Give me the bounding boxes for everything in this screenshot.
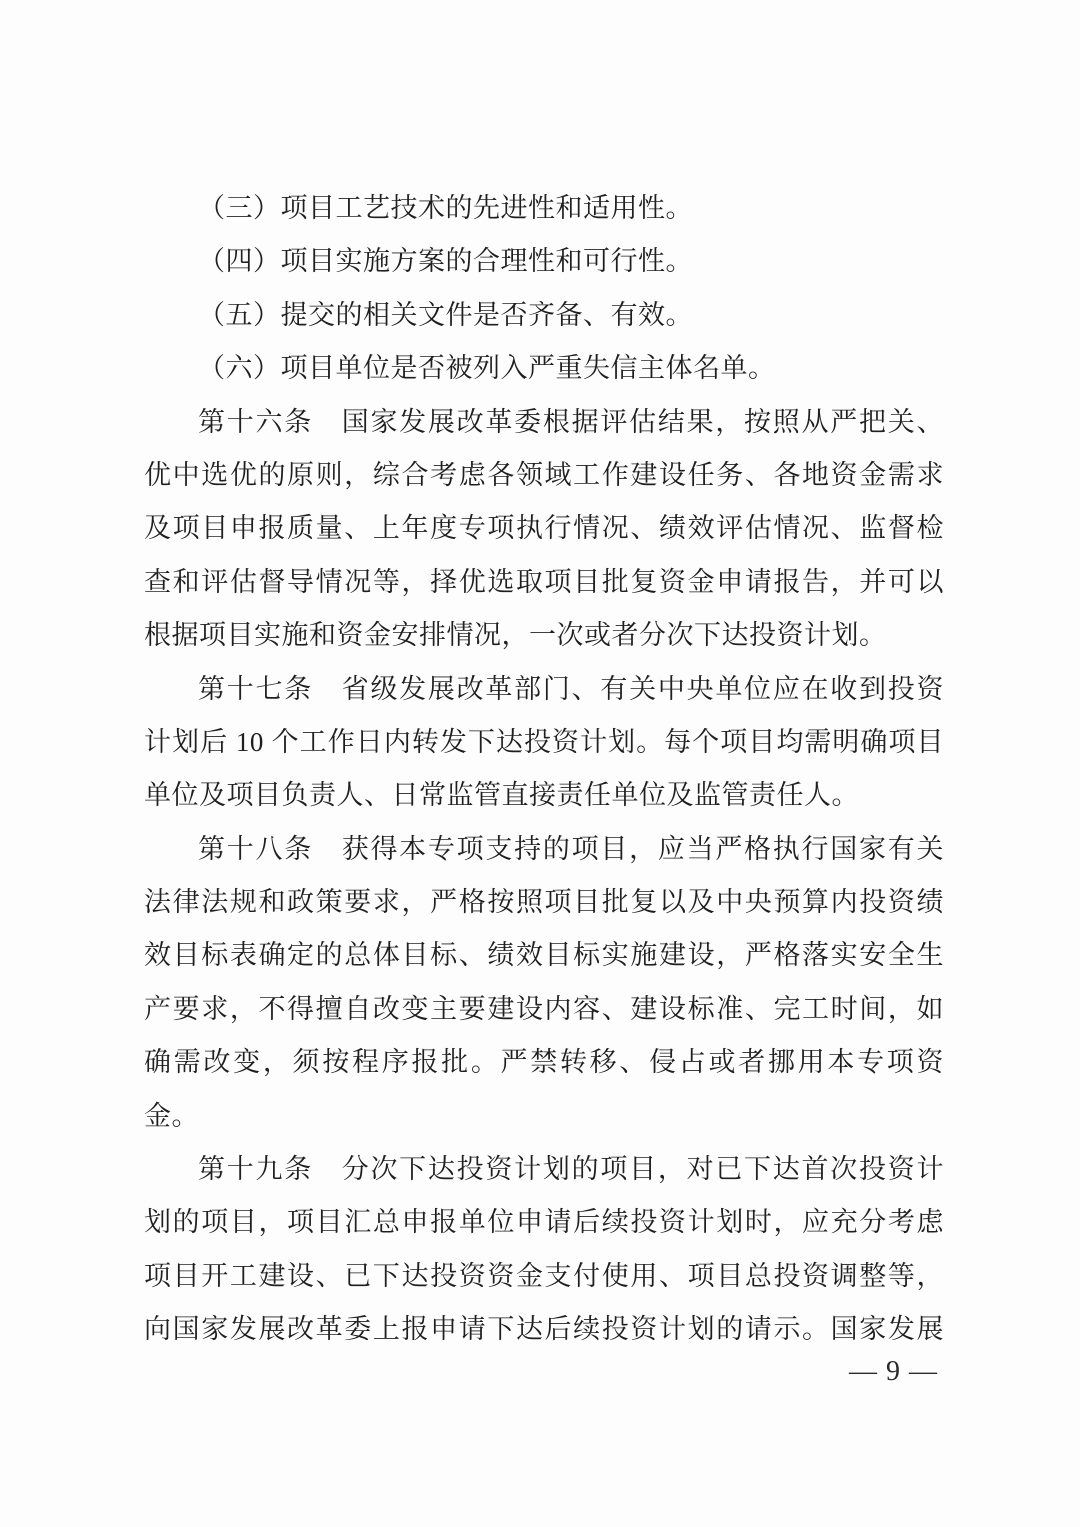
doc-line: 查和评估督导情况等，择优选取项目批复资金申请报告，并可以	[144, 566, 944, 597]
doc-line-article17-end: 单位及项目负责人、日常监管直接责任单位及监管责任人。	[144, 780, 859, 811]
doc-line: 优中选优的原则，综合考虑各领域工作建设任务、各地资金需求	[144, 459, 944, 490]
doc-line-article16-start: 第十六条 国家发展改革委根据评估结果，按照从严把关、	[198, 406, 944, 437]
doc-line-article17-start: 第十七条 省级发展改革部门、有关中央单位应在收到投资	[198, 673, 944, 704]
doc-line-item-6: （六）项目单位是否被列入严重失信主体名单。	[198, 353, 776, 384]
doc-line-item-3: （三）项目工艺技术的先进性和适用性。	[198, 193, 693, 223]
doc-line-item-4: （四）项目实施方案的合理性和可行性。	[198, 246, 693, 277]
doc-line-article16-end: 根据项目实施和资金安排情况，一次或者分次下达投资计划。	[144, 620, 887, 651]
doc-line: 项目开工建设、已下达投资资金支付使用、项目总投资调整等，	[144, 1260, 944, 1291]
document-body	[144, 182, 944, 1357]
doc-line: 法律法规和政策要求，严格按照项目批复以及中央预算内投资绩	[144, 887, 944, 918]
doc-line: 计划后 10 个工作日内转发下达投资计划。每个项目均需明确项目	[144, 726, 944, 757]
doc-line: 及项目申报质量、上年度专项执行情况、绩效评估情况、监督检	[144, 513, 944, 544]
page-number: — 9 —	[849, 1356, 938, 1387]
doc-line: 产要求，不得擅自改变主要建设内容、建设标准、完工时间，如	[144, 993, 944, 1024]
doc-line: 确需改变，须按程序报批。严禁转移、侵占或者挪用本专项资	[144, 1047, 944, 1078]
doc-line: 划的项目，项目汇总申报单位申请后续投资计划时，应充分考虑	[144, 1207, 944, 1238]
doc-line-article19-cont: 向国家发展改革委上报申请下达后续投资计划的请示。国家发展	[144, 1314, 944, 1345]
doc-line-item-5: （五）提交的相关文件是否齐备、有效。	[198, 299, 693, 330]
doc-line: 效目标表确定的总体目标、绩效目标实施建设，严格落实安全生	[144, 940, 944, 971]
doc-line-article18-end: 金。	[144, 1100, 199, 1131]
doc-line-article18-start: 第十八条 获得本专项支持的项目，应当严格执行国家有关	[198, 833, 944, 864]
doc-line-article19-start: 第十九条 分次下达投资计划的项目，对已下达首次投资计	[198, 1154, 944, 1185]
